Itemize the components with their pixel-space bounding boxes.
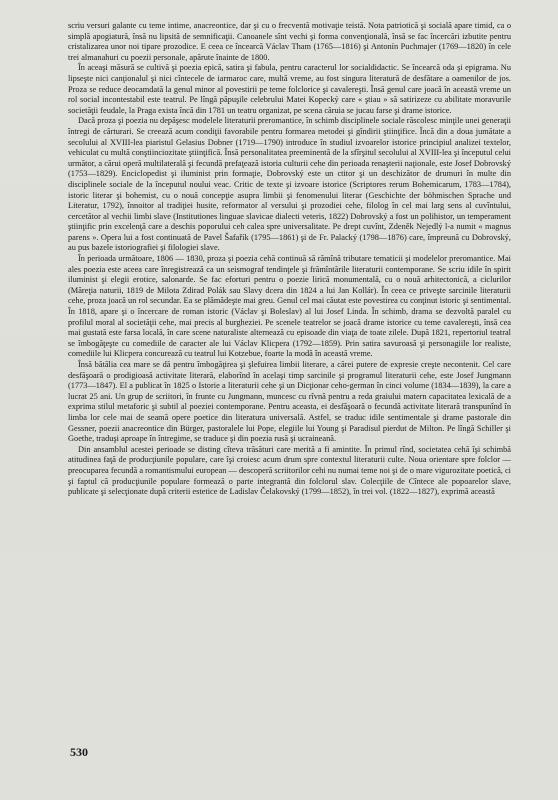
paragraph: În perioada următoare, 1806 — 1830, proza şi poezia cehă continuă să rămînă tributare tematicii şi modelelor preromantice. Mai ales poezia este aceea care înregistrează ca un seismograf tendinţele şi frămîntările literaturii contemporane. Se scriu idile în spirit iluminist şi elegii erotice, salonarde. Se fac eforturi pentru o poezie lirică monumentală, cu o nouă arhitectonică, a ciclurilor (Măreţia naturii, 1819 de Milota Zdirad Polák sau Slavy dcera din 1824 a lui Jan Kollár). În ceea ce priveşte sarcinile literaturii cehe, proza joacă un rol secundar. Ea se plămădeşte mai greu. Genul cel mai căutat este povestirea cu conţinut istoric şi sentimental. În 1818, apare şi o încercare de roman istoric (Václav şi Boleslav) al lui Josef Linda. În schimb, drama se dezvoltă paralel cu profilul moral al societăţii cehe, mai precis al burgheziei. Pe scenele teatrelor se joacă drame istorice cu teme cavalereşti, însă cea mai gustată este farsa locală, în care scene naturaliste alternează cu episoade din viaţa de toate zilele. După 1821, repertoriul teatral se îmbogăţeşte cu comediile de caracter ale lui Václav Klicpera (1792—1859). Prin satira savuroasă şi personagiile lor realiste, comediile lui Klicpera concurează cu teatrul lui Kotzebue, foarte la modă în această vreme. [68,254,511,359]
paragraph: În aceaşi măsură se cultivă şi poezia epică, satira şi fabula, pentru caracterul lor socialdidactic. Se încearcă oda şi epigrama. Nu lipseşte nici canţionalul şi nici cîntecele de iarmaroc care, multă vreme, au fost singura literatură de desfătare a oamenilor de jos. Proza se reduce deocamdată la genul minor al povestirii pe teme folclorice şi cavalereşti. Însă genul care joacă în această vreme un rol social incontestabil este teatrul. Pe lîngă păpuşile celebrului Matei Kopecký care « ştiau » să satirizeze cu abilitate moravurile societăţii feudale, la Praga exista încă din 1781 un teatru organizat, pe scena căruia se jucau farse şi drame istorice. [68,63,511,115]
body-text [68,21,511,498]
paragraph: Din ansamblul acestei perioade se disting cîteva trăsături care merită a fi amintite. În primul rînd, societatea cehă îşi schimbă atitudinea faţă de producţiunile populare, care îşi croiesc acum drum spre contextul literaturii culte. Noua orientare spre folclor — preocuparea fecundă a romantismului european — descoperă scriitorilor cehi nu numai teme noi şi de o mare vigurozitate poetică, ci şi faptul că producţiunile populare formează o parte integrantă din folclorul slav. Colecţiile de Cîntece ale popoarelor slave, publicate şi selecţionate după criterii estetice de Ladislav Čelakovský (1799—1852), în trei vol. (1822—1827), exprimă această [68,444,511,497]
paragraph: Dacă proza şi poezia nu depăşesc modelele literaturii preromantice, în schimb disciplinele sociale răscolesc minţile unei generaţii întregi de cărturari. Se creează acum condiţii favorabile pentru formarea metodei şi gîndirii ştiinţifice. Încă din a doua jumătate a secolului al XVIII-lea piaristul Gelasius Dobner (1719—1790) introduce în studiul izvoarelor istorice principiul analizei textelor, vehiculat cu multă conştiinciozitate ştiinţifică. Însă personalitatea preeminentă de la sfîrşitul secolului al XVIII-lea şi începutul celui următor, a cărui operă multilaterală şi fecundă prefaţează istoria culturii cehe din perioada renaşterii naţionale, este Josef Dobrovský (1753—1829). Enciclopedist şi iluminist prin formaţie, Dobrovský este un ctitor şi un deschizător de drumuri în multe din disciplinele sociale de la începutul noului veac. Critic de texte şi izvoare istorice (Scriptores rerum Bohemicarum, 1783—1784), istoric literar şi bohemist, cu o nouă concepţie asupra limbii şi fenomenului literar (Geschichte der böhmischen Sprache und Literatur, 1792), înnoitor al tradiţiei husite, reformator al versului şi prozodiei cehe, filolog în cel mai larg sens al cuvîntului, cercetător al vechii limbi slave (Institutiones linguae slavicae dialecti veteris, 1822) Dobrovský a fost un polihistor, un temperament ştiinţific prin excelenţă care a deschis poporului ceh calea spre universalitate. Pe drept cuvînt, Zdeněk Nejedlý l-a numit « magnus parens ». Opera lui a fost continuată de Pavel Šafařík (1795—1861) şi de Fr. Palacký (1798—1876) care, împreună cu Dobrovský, au pus bazele istoriografiei şi filologiei slave. [68,116,511,253]
paragraph: scriu versuri galante cu teme intime, anacreontice, dar şi cu o frecventă motivaţie teistă. Nota patriotică şi socială apare timid, ca o simplă apogiatură, însă nu lipsită de semnificaţii. Canoanele sînt vechi şi forma convenţională, însă se fac încercări izbutite pentru cristalizarea unor noi tipare prozodice. E ceea ce încearcă Václav Tham (1765—1816) şi Antonín Puchmajer (1769—1820) în cele trei almanahuri cu poezii personale, apărute înainte de 1800. [68,21,511,62]
paragraph: Însă bătălia cea mare se dă pentru îmbogăţirea şi şlefuirea limbii literare, a cărei putere de expresie creşte necontenit. Cel care desfăşoară o prodigioasă activitate literară, elaborînd în acelaşi timp sarcinile şi programul literaturii cehe, este Josef Jungmann (1773—1847). El a publicat în 1825 o Istorie a literaturii cehe şi un Dicţionar ceho-german în cinci volume (1834—1839), la care a lucrat 25 ani. Un grup de scriitori, în frunte cu Jungmann, muncesc cu rîvnă pentru a reda graiului matern capacitatea lexicală de a exprima stilul metaforic şi subtil al poeziei contemporane. Pentru aceasta, ei desfăşoară o fecundă activitate literară transpunînd în limba lor cele mai de seamă opere poetice din literatura universală. Astfel, se traduc idile sentimentale şi drame pastorale din Gessner, poezii anacreontice din Bürger, pastoralele lui Pope, elegiile lui Young şi Paradisul pierdut de Milton. Pe lîngă Schiller şi Goethe, traduşi aproape în întregime, se traduce şi din poezia rusă şi ucraineană. [68,360,511,444]
page-number: 530 [70,745,88,759]
